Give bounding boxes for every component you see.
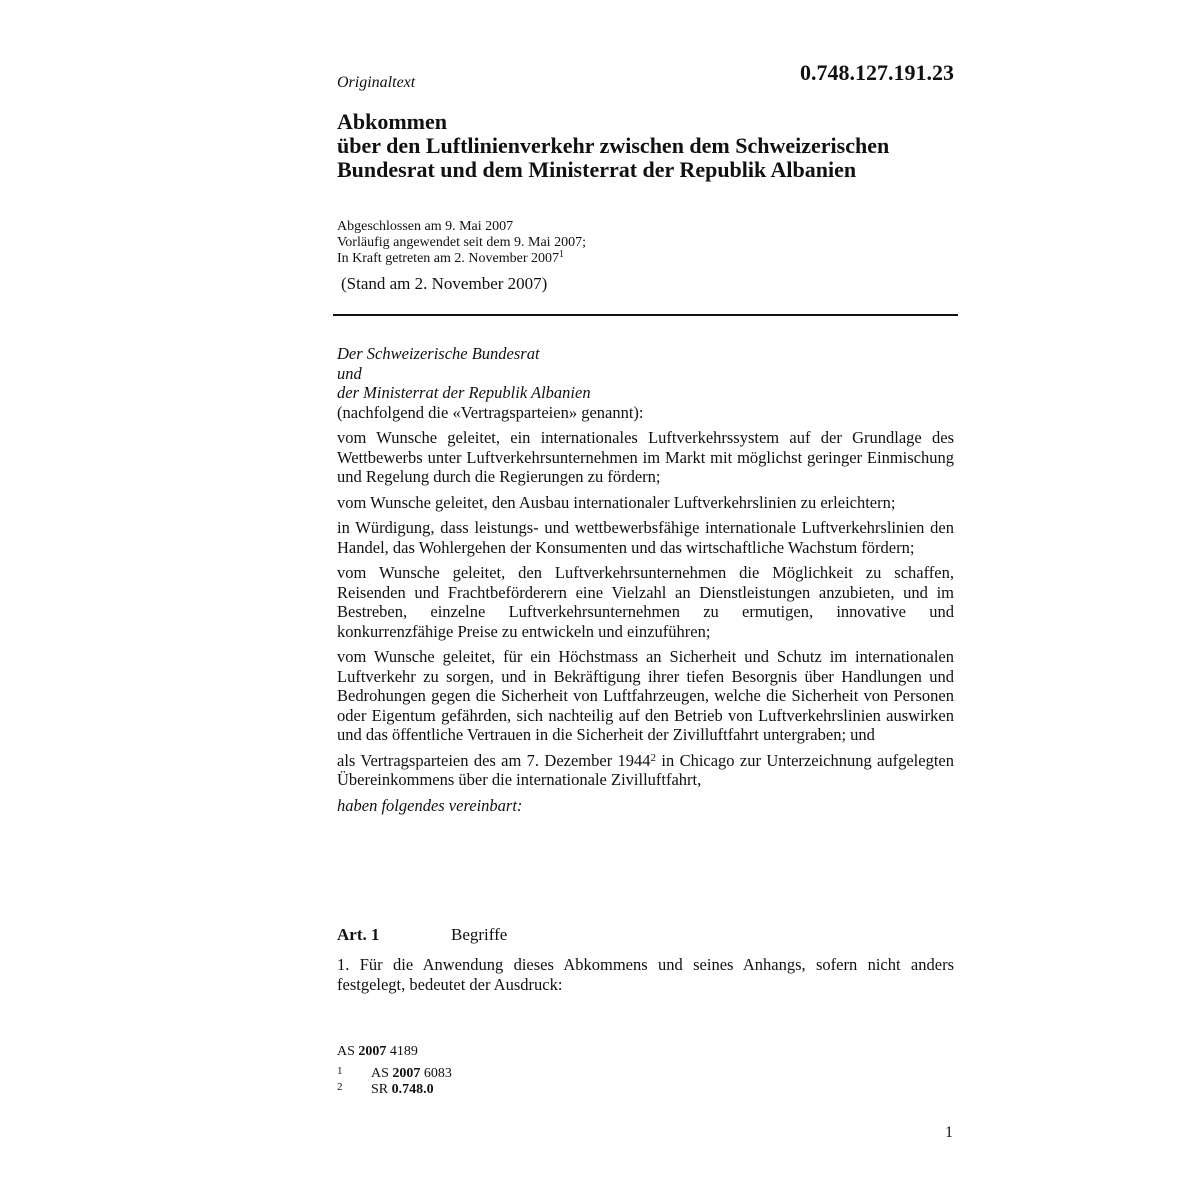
article-paragraph: 1. Für die Anwendung dieses Abkommens und seines Anhangs, sofern nicht anders festgelegt, bedeutet der Ausdruck:: [337, 955, 954, 994]
footnote-ref: 2: [650, 751, 657, 764]
party-second: der Ministerrat der Republik Albanien: [337, 383, 591, 402]
document-meta: [337, 219, 586, 267]
header-divider: [333, 314, 958, 316]
concluded-date: Abgeschlossen am 9. Mai 2007: [337, 219, 514, 234]
preamble-paragraph: in Würdigung, dass leistungs- und wettbewerbsfähige internationale Luftverkehrslinien den Handel, das Wohlergehen der Konsumenten und das wirtschaftliche Wachstum fördern;: [337, 518, 954, 557]
original-text-label: Originaltext: [337, 74, 416, 91]
page-number: 1: [945, 1124, 953, 1141]
in-force-date: In Kraft getreten am 2. November 2007$^1$: [337, 249, 564, 266]
footnote-mark: 2: [337, 1081, 343, 1093]
preamble: [337, 344, 954, 815]
footnote-mark: 1: [337, 1065, 343, 1077]
preamble-paragraph: vom Wunsche geleitet, für ein Höchstmass an Sicherheit und Schutz im internationalen Luftverkehr zu sorgen, und in Bekräftigung ihrer tiefen Besorgnis über Handlungen und Bedrohungen gegen die Sicherheit von Luftfahrzeugen, welche die Sicherheit von Personen oder Eigentum gefährden, sich nachteilig auf den Betrieb von Luftverkehrslinien auswirken und das öffentliche Vertrauen in die Sicherheit der Zivilluftfahrt untergraben; und: [337, 647, 954, 744]
parties-named: (nachfolgend die «Vertragsparteien» genannt):: [337, 402, 644, 422]
footnote: 2 SR 0.748.0: [337, 1081, 434, 1097]
document-title: [337, 110, 977, 182]
title-line-1: Abkommen: [337, 109, 448, 134]
provisional-date: Vorläufig angewendet seit dem 9. Mai 2007;: [337, 235, 586, 250]
title-line-3: Bundesrat und dem Ministerrat der Republik Albanien: [337, 157, 857, 182]
title-line-2: über den Luftlinienverkehr zwischen dem Schweizerischen: [337, 133, 890, 158]
stand-date: (Stand am 2. November 2007): [341, 274, 548, 293]
preamble-paragraph: als Vertragsparteien des am 7. Dezember 1944$^2$ in Chicago zur Unterzeichnung aufgelegten Übereinkommens über die internationale Zivilluftfahrt,: [337, 750, 954, 789]
footnote: 1 AS 2007 6083: [337, 1065, 452, 1081]
article-number: Art. 1: [337, 925, 380, 944]
article-heading: [337, 925, 507, 945]
party-first: Der Schweizerische Bundesrat: [337, 344, 540, 363]
agreed-statement: haben folgendes vereinbart:: [337, 795, 523, 815]
article-title: Begriffe: [451, 925, 508, 944]
preamble-paragraph: vom Wunsche geleitet, den Ausbau internationaler Luftverkehrslinien zu erleichtern;: [337, 492, 896, 512]
party-and: und: [337, 363, 362, 383]
preamble-paragraph: vom Wunsche geleitet, ein internationales Luftverkehrssystem auf der Grundlage des Wettbewerbs unter Luftverkehrsunternehmen im Markt mit möglichst geringer Einmischung und Regelung durch die Regierungen zu fördern;: [337, 428, 954, 486]
footnote-ref: 1: [558, 249, 564, 260]
as-reference: AS 2007 4189: [337, 1044, 418, 1059]
preamble-paragraph: vom Wunsche geleitet, den Luftverkehrsunternehmen die Möglichkeit zu schaffen, Reisenden und Frachtbeförderern eine Vielzahl an Dienstleistungen anzubieten, und im Bestreben, einzelne Luftverkehrsunternehmen zu ermutigen, innovative und konkurrenzfähige Preise zu entwickeln und einzuführen;: [337, 563, 954, 641]
sr-number: 0.748.127.191.23: [800, 60, 954, 85]
